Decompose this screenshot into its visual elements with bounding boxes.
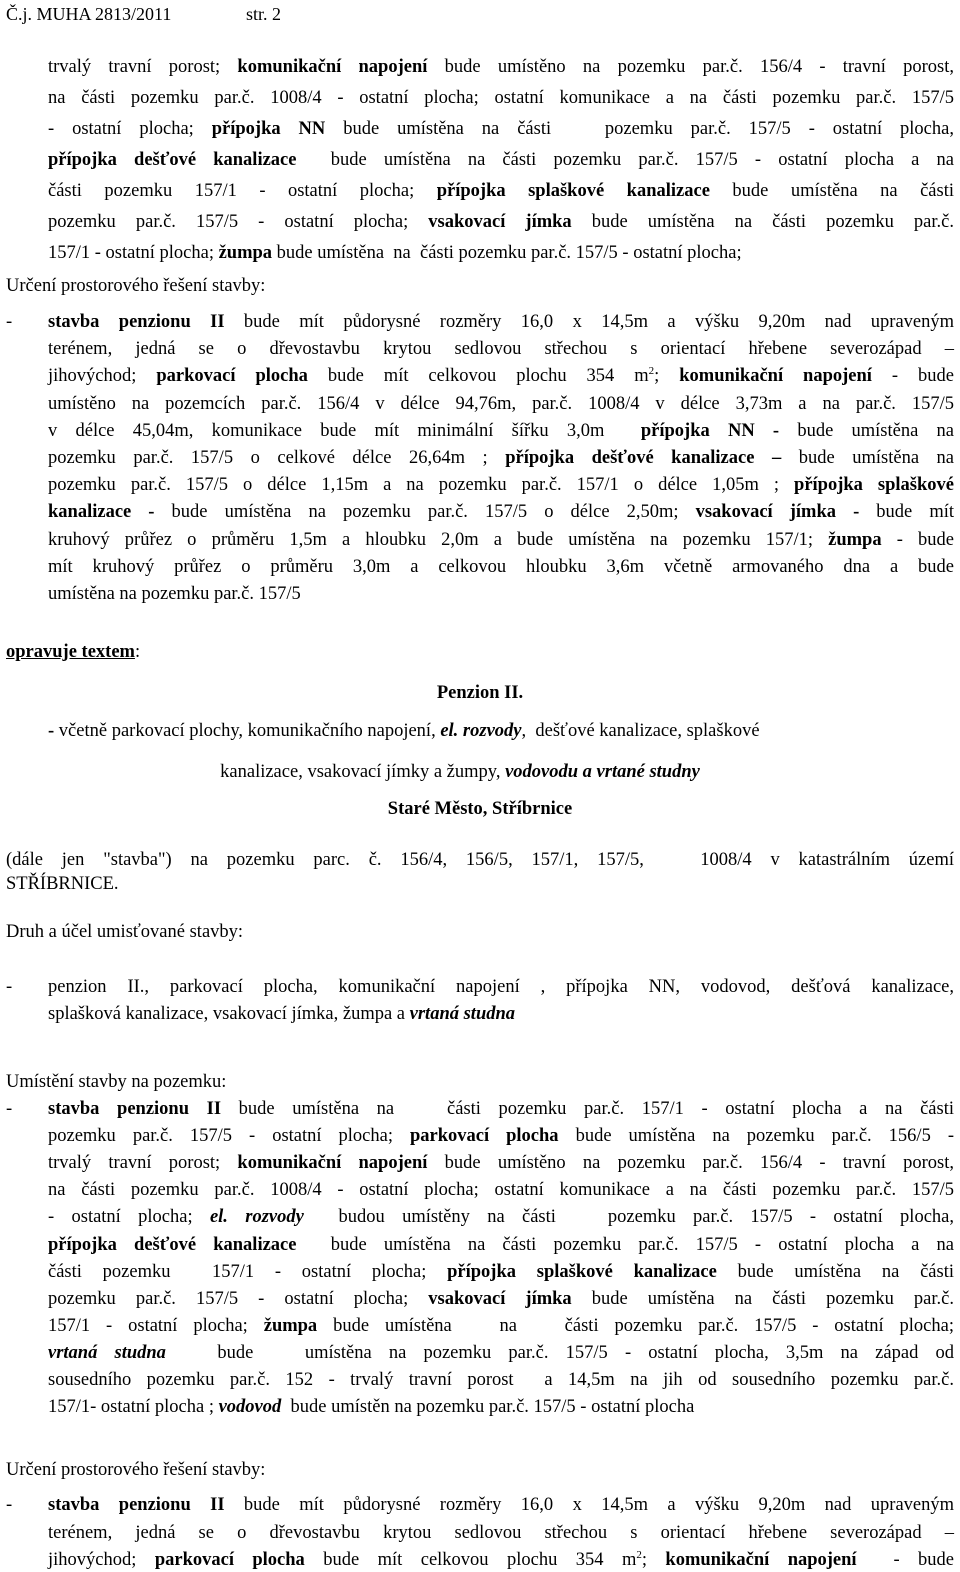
- heading-umisteni-stavby: Umístění stavby na pozemku:: [6, 1072, 227, 1092]
- list-dash: -: [6, 1099, 13, 1119]
- text-line: trvalý travní porost; komunikační napojení bude umístěno na pozemku par.č. 156/4 - travní porost,: [48, 57, 954, 77]
- text-line: pozemku par.č. 157/5 o celkové délce 26,64m ; přípojka dešťové kanalizace – bude umístěna na: [48, 448, 955, 468]
- text-line: jihovýchod; parkovací plocha bude mít celkovou plochu 354 $m^2$; komunikační napojení - bude: [48, 1548, 954, 1570]
- text-line: pozemku par.č. 157/5 - ostatní plocha; vsakovací jímka bude umístěna na části pozemku par.č.: [48, 1288, 954, 1309]
- text-line: 157/1- ostatní plocha ; vodovod bude umístěn na pozemku par.č. 157/5 - ostatní plocha: [48, 1397, 695, 1418]
- heading-urceni-prostoroveho-reseni: Určení prostorového řešení stavby:: [6, 276, 266, 296]
- dale-line-2: STŘÍBRNICE.: [6, 874, 119, 894]
- title-penzion: Penzion II.: [436, 683, 524, 703]
- text-line: přípojka dešťové kanalizace bude umístěna na části pozemku par.č. 157/5 - ostatní plocha a na: [48, 150, 954, 170]
- page-number: str. 2: [246, 4, 282, 24]
- text-line: terénem, jedná se o dřevostavbu krytou sedlovou střechou s orientací hřebene severozápad –: [48, 339, 954, 360]
- opravuje-text: opravuje textem: [6, 642, 135, 662]
- text-line: pozemku par.č. 157/5 - ostatní plocha; parkovací plocha bude umístěna na pozemku par.č. 156/5 -: [48, 1126, 954, 1147]
- text-line: na části pozemku par.č. 1008/4 - ostatní plocha; ostatní komunikace a na části pozemku par.č. 157/5: [48, 88, 954, 108]
- text-line: - ostatní plocha; el. rozvody budou umístěny na části pozemku par.č. 157/5 - ostatní plocha,: [48, 1207, 954, 1228]
- dale-line-1: (dále jen "stavba") na pozemku parc. č. 156/4, 156/5, 157/1, 157/5, 1008/4 v katastrálním území: [6, 850, 954, 870]
- text-line: stavba penzionu II bude umístěna na části pozemku par.č. 157/1 - ostatní plocha a na části: [48, 1099, 954, 1119]
- text-line: 157/1 - ostatní plocha; žumpa bude umístěna na části pozemku par.č. 157/5 - ostatní plocha;: [48, 243, 742, 263]
- text-line: terénem, jedná se o dřevostavbu krytou sedlovou střechou s orientací hřebene severozápad –: [48, 1522, 954, 1543]
- text-line: stavba penzionu II bude mít půdorysné rozměry 16,0 x 14,5m a výšku 9,20m nad upraveným: [48, 312, 955, 332]
- text-line: vrtaná studna bude umístěna na pozemku par.č. 157/5 - ostatní plocha, 3,5m na západ od: [48, 1342, 954, 1363]
- text-line: trvalý travní porost; komunikační napojení bude umístěno na pozemku par.č. 156/4 - travní porost,: [48, 1153, 954, 1174]
- text-line: pozemku par.č. 157/5 - ostatní plocha; vsakovací jímka bude umístěna na části pozemku par.č.: [48, 212, 954, 232]
- centered-line-1: - včetně parkovací plochy, komunikačního napojení, el. rozvody, dešťové kanalizace, splaškové: [48, 721, 760, 741]
- title-location: Staré Město, Stříbrnice: [387, 799, 573, 819]
- list-dash: -: [6, 312, 13, 332]
- text-line: 157/1 - ostatní plocha; žumpa bude umístěna na části pozemku par.č. 157/5 - ostatní plocha;: [48, 1315, 954, 1336]
- text-line: umístěna na pozemku par.č. 157/5: [48, 584, 301, 604]
- text-line: stavba penzionu II bude mít půdorysné rozměry 16,0 x 14,5m a výšku 9,20m nad upraveným: [48, 1495, 955, 1515]
- heading-urceni-prostoroveho-reseni-2: Určení prostorového řešení stavby:: [6, 1460, 266, 1480]
- text-line: - ostatní plocha; přípojka NN bude umístěna na části pozemku par.č. 157/5 - ostatní plocha,: [48, 119, 954, 139]
- text-line: splašková kanalizace, vsakovací jímka, žumpa a vrtaná studna: [48, 1004, 516, 1024]
- text-line: na části pozemku par.č. 1008/4 - ostatní plocha; ostatní komunikace a na části pozemku par.č. 157/5: [48, 1180, 954, 1201]
- opravuje-label: opravuje textem:: [6, 642, 141, 662]
- text-line: pozemku par.č. 157/5 o délce 1,15m a na pozemku par.č. 157/1 o délce 1,05m ; přípojka splaškové: [48, 475, 954, 496]
- text-line: umístěno na pozemcích par.č. 156/4 v délce 94,76m, par.č. 1008/4 v délce 3,73m a na par.č. 157/5: [48, 393, 954, 414]
- centered-line-2: kanalizace, vsakovací jímky a žumpy, vodovodu a vrtané studny: [220, 762, 700, 782]
- text-line: jihovýchod; parkovací plocha bude mít celkovou plochu 354 $m^2$; komunikační napojení - bude: [48, 365, 955, 387]
- text-line: mít kruhový průřez o průměru 3,0m a celkovou hloubku 3,6m včetně armovaného dna a bude: [48, 556, 954, 577]
- text-line: sousedního pozemku par.č. 152 - trvalý travní porost a 14,5m na jih od sousedního pozemku par.č.: [48, 1370, 954, 1390]
- text-line: přípojka dešťové kanalizace bude umístěna na části pozemku par.č. 157/5 - ostatní plocha a na: [48, 1234, 954, 1255]
- document-reference: Č.j. MUHA 2813/2011: [6, 4, 172, 24]
- text-line: penzion II., parkovací plocha, komunikační napojení , přípojka NN, vodovod, dešťová kanalizace,: [48, 977, 954, 997]
- list-dash: -: [6, 977, 13, 997]
- list-dash: -: [6, 1495, 13, 1515]
- heading-druh-a-ucel: Druh a účel umisťované stavby:: [6, 922, 244, 942]
- text-line: kruhový průřez o průměru 1,5m a hloubku 2,0m a bude umístěna na pozemku 157/1; žumpa - bude: [48, 529, 954, 550]
- text-line: v délce 45,04m, komunikace bude mít minimální šířku 3,0m přípojka NN - bude umístěna na: [48, 420, 955, 441]
- text-line: části pozemku 157/1 - ostatní plocha; přípojka splaškové kanalizace bude umístěna na části: [48, 181, 954, 201]
- text-line: části pozemku 157/1 - ostatní plocha; přípojka splaškové kanalizace bude umístěna na části: [48, 1261, 954, 1282]
- text-line: kanalizace - bude umístěna na pozemku par.č. 157/5 o délce 2,50m; vsakovací jímka - bude mít: [48, 502, 955, 523]
